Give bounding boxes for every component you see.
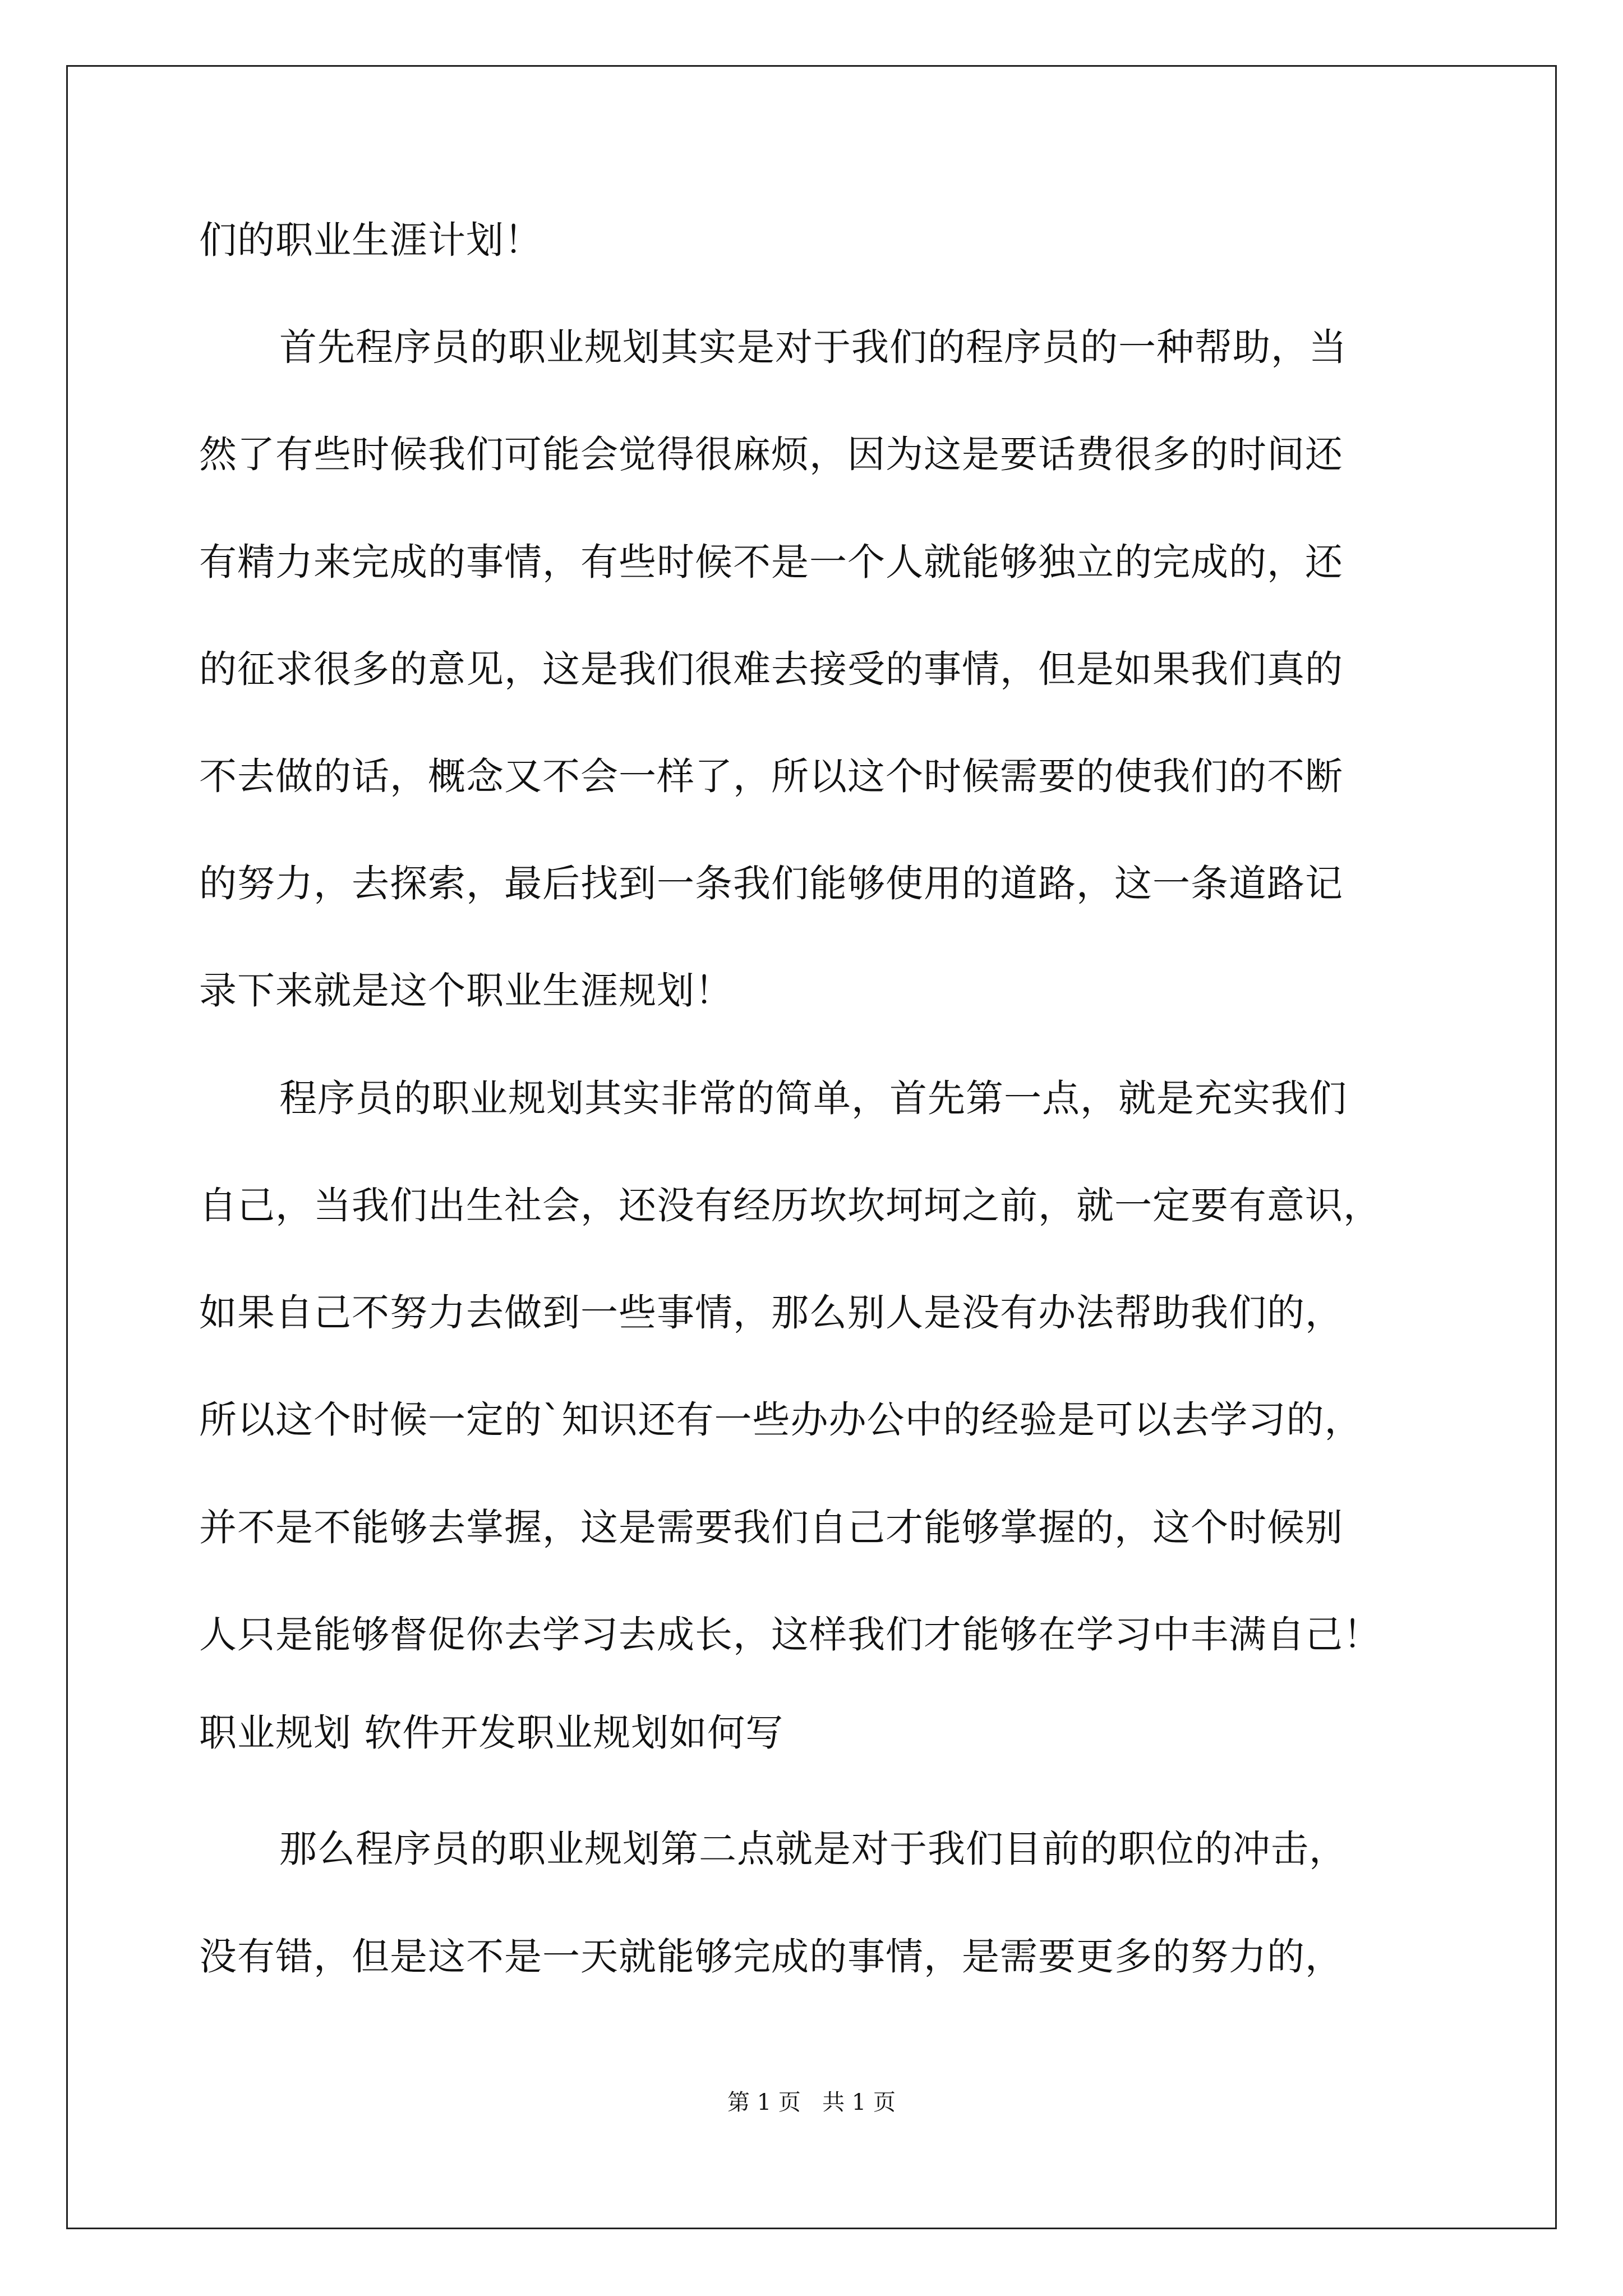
section-heading: 职业规划 软件开发职业规划如何写 bbox=[199, 1711, 784, 1755]
text-line-11: 如果自己不努力去做到一些事情，那么别人是没有办法帮助我们的， bbox=[199, 1291, 1343, 1335]
text-line-7: 的努力，去探索，最后找到一条我们能够使用的道路，这一条道路记 bbox=[199, 862, 1343, 905]
text-line-8: 录下来就是这个职业生涯规划！ bbox=[199, 969, 733, 1013]
text-line-13: 并不是不能够去掌握，这是需要我们自己才能够掌握的，这个时候别 bbox=[199, 1506, 1343, 1549]
text-line-5: 的征求很多的意见，这是我们很难去接受的事情，但是如果我们真的 bbox=[199, 647, 1343, 691]
page-footer: 第 1 页 共 1 页 bbox=[727, 2090, 896, 2115]
text-line-12: 所以这个时候一定的`知识还有一些办办公中的经验是可以去学习的， bbox=[199, 1398, 1363, 1442]
text-line-1: 们的职业生涯计划！ bbox=[199, 218, 542, 262]
text-line-17: 没有错，但是这不是一天就能够完成的事情，是需要更多的努力的， bbox=[199, 1935, 1343, 1978]
text-line-4: 有精力来完成的事情，有些时候不是一个人就能够独立的完成的，还 bbox=[199, 540, 1343, 584]
text-line-9: 程序员的职业规划其实非常的简单，首先第一点，就是充实我们 bbox=[279, 1076, 1347, 1120]
page-frame bbox=[66, 65, 1557, 2229]
text-line-2: 首先程序员的职业规划其实是对于我们的程序员的一种帮助，当 bbox=[279, 325, 1347, 369]
text-line-16: 那么程序员的职业规划第二点就是对于我们目前的职位的冲击， bbox=[279, 1827, 1347, 1871]
text-line-6: 不去做的话，概念又不会一样了，所以这个时候需要的使我们的不断 bbox=[199, 754, 1343, 798]
text-line-14: 人只是能够督促你去学习去成长，这样我们才能够在学习中丰满自己！ bbox=[199, 1613, 1381, 1657]
text-line-3: 然了有些时候我们可能会觉得很麻烦，因为这是要话费很多的时间还 bbox=[199, 432, 1343, 476]
text-line-10: 自己，当我们出生社会，还没有经历坎坎坷坷之前，就一定要有意识， bbox=[199, 1184, 1381, 1227]
